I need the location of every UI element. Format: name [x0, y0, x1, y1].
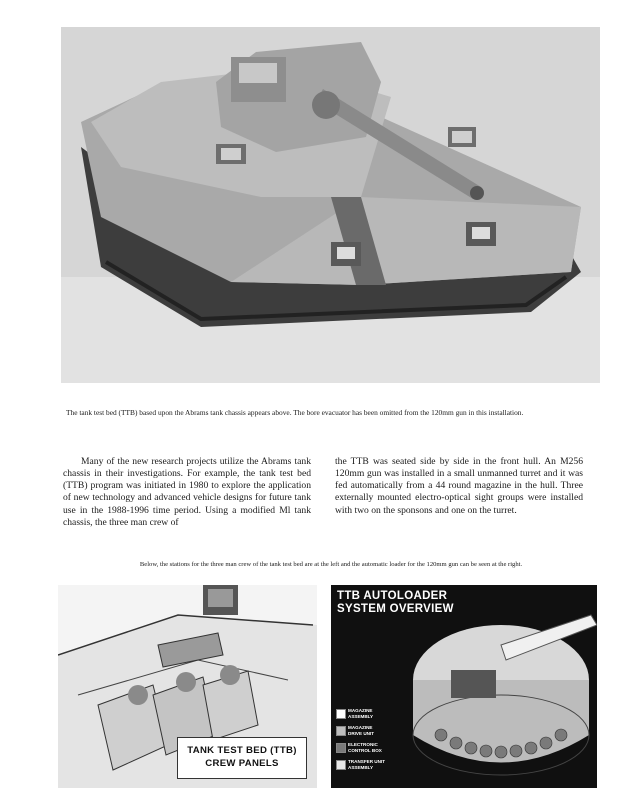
- legend-label: MAGAZINE: [348, 725, 373, 730]
- crew-panels-illustration: [58, 585, 317, 788]
- legend-item: [336, 725, 426, 742]
- legend-label: TRANSFER UNIT: [348, 759, 386, 764]
- legend-label: ASSEMBLY: [348, 764, 374, 770]
- legend-label: DRIVE UNIT: [348, 730, 375, 736]
- legend-item: [336, 708, 426, 725]
- lower-photos-caption: Below, the stations for the three man crew of the tank test bed are at the left and the automatic loader for the 120mm gun can be seen at the right.: [139, 560, 523, 568]
- legend-label: MAGAZINE: [348, 708, 373, 713]
- main-photo-caption: The tank test bed (TTB) based upon the Abrams tank chassis appears above. The bore evacuator has been omitted from the 120mm gun in this installation.: [66, 408, 524, 418]
- autoloader-legend: [336, 708, 426, 776]
- crew-panels-label: [177, 737, 307, 779]
- body-text-left-column: Many of the new research projects utilize the Abrams tank chassis in their investigations. For example, the tank test bed (TTB) program was initiated in 1980 to explore the application of new technology and advanced vehicle designs for future tank use in the 1988-1996 time period. Using a modified Ml tank chassis, the three man crew of: [63, 455, 311, 529]
- legend-label: ELECTRONIC: [348, 742, 378, 747]
- body-text-right-column: the TTB was seated side by side in the front hull. An M256 120mm gun was installed in a small unmanned turret and it was fed automatically from a 44 round magazine in the hull. Three externally mounted electro-optical sight groups were installed with two on the sponsons and one on the turret.: [335, 455, 583, 516]
- legend-swatch: [336, 709, 346, 719]
- main-tank-photo: [61, 27, 600, 383]
- tank-illustration: [61, 27, 600, 383]
- autoloader-title-line-2: SYSTEM OVERVIEW: [337, 603, 454, 615]
- legend-swatch: [336, 743, 346, 753]
- legend-label: CONTROL BOX: [348, 747, 382, 753]
- crew-label-line-1: TANK TEST BED (TTB): [187, 745, 297, 756]
- legend-label: ASSEMBLY: [348, 713, 374, 719]
- legend-swatch: [336, 760, 346, 770]
- autoloader-title: [337, 590, 454, 616]
- legend-swatch: [336, 726, 346, 736]
- autoloader-title-line-1: TTB AUTOLOADER: [337, 590, 448, 602]
- legend-item: [336, 759, 426, 776]
- legend-item: [336, 742, 426, 759]
- crew-label-line-2: CREW PANELS: [205, 758, 279, 769]
- autoloader-diagram: [331, 585, 597, 788]
